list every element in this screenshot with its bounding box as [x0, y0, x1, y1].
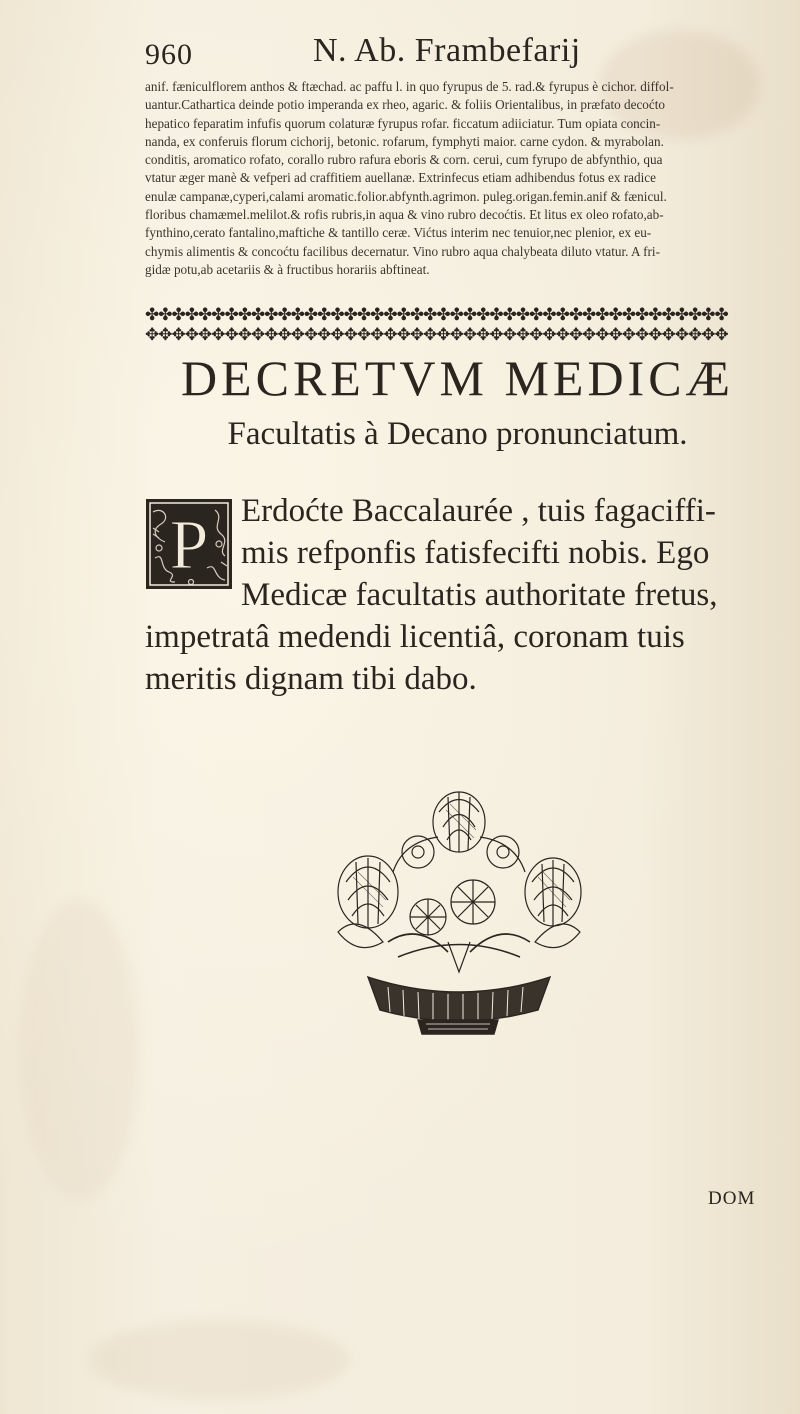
paper-stain: [20, 900, 140, 1200]
decree-text: [145, 490, 767, 700]
page-number: 960: [145, 38, 193, 71]
catchword: DOM: [708, 1188, 756, 1209]
text-line: hepatico feparatim infufis quorum colaturæ fyrupus rofar. ficcatum adiiciatur. Tum opiata concin-: [145, 115, 661, 131]
paper-stain: [90, 1320, 350, 1400]
decree-line-text: Erdoćte Baccalaurée , tuis fagaciffi-: [241, 493, 716, 529]
text-line: anif. fæniculflorem anthos & ftæchad. ac paffu l. in quo fyrupus de 5. rad.& fyrupus è cichor. diffol-: [145, 79, 674, 94]
text-line: vtatur æger manè & vefperi ad craffitiem auellanæ. Extrinfecus etiam adhibendus fotus ex radice: [145, 170, 656, 186]
dropcap-letter: P: [169, 507, 209, 584]
text-line: chymis alimentis & concoćtu facilibus decernatur. Vino rubro aqua chalybeata diluto vtatur. A fri-: [145, 243, 660, 259]
page-header: [145, 28, 765, 78]
woodcut-initial-p-icon: [145, 498, 233, 590]
text-line: uantur.Cathartica deinde potio imperanda ex rheo, agaric. & foliis Orientalibus, in præfato decoćto: [145, 97, 666, 113]
text-line: floribus chamæmel.melilot.& rofis rubris,in aqua & vino rubro decoćtis. Et litus ex oleo rofato,ab-: [145, 207, 664, 223]
flower-basket-woodcut-icon: [298, 782, 620, 1044]
decree-subtitle: Facultatis à Decano pronunciatum.: [227, 416, 688, 452]
decree-title: DECRETVM MEDICÆ: [180, 350, 735, 406]
decree-line: [145, 490, 767, 532]
decree-line: mis refponfis fatisfecifti nobis. Ego: [241, 535, 710, 571]
fleuron-row-bottom: ✥✥✥✥✥✥✥✥✥✥✥✥✥✥✥✥✥✥✥✥✥✥✥✥✥✥✥✥✥✥✥✥✥✥✥✥✥✥✥✥✥✥✥✥: [145, 325, 728, 345]
decree-line: Medicæ facultatis authoritate fretus,: [241, 577, 718, 613]
running-head: N. Ab. Frambefarij: [313, 32, 581, 69]
decree-line: impetratâ medendi licentiâ, coronam tuis: [145, 619, 685, 655]
decree-line: meritis dignam tibi dabo.: [145, 661, 477, 697]
text-line: enulæ campanæ,cyperi,calami aromatic.folior.abfynth.agrimon. puleg.origan.femin.anif & fænicul.: [145, 188, 667, 204]
text-line: nanda, ex conferuis florum cichorij, betonic. rofarum, fymphyti maior. carne cydon. & myrabolan.: [145, 133, 664, 149]
prescription-paragraph: [145, 78, 765, 279]
fleuron-row-top: ✤✤✤✤✤✤✤✤✤✤✤✤✤✤✤✤✤✤✤✤✤✤✤✤✤✤✤✤✤✤✤✤✤✤✤✤✤✤✤✤✤✤✤✤: [145, 305, 728, 325]
text-line: fynthino,cerato fantalino,maftiche & tantillo ceræ. Vićtus interim nec tenuior,nec plenior, ex eu-: [145, 225, 652, 241]
text-line: conditis, aromatico rofato, corallo rubro rafura eboris & corn. cerui, cum fyrupo de abfynthio, qua: [145, 152, 663, 168]
fleuron-border-icon: [145, 305, 767, 347]
text-line: gidæ potu,ab acetariis & à fructibus horariis abftineat.: [145, 261, 430, 277]
